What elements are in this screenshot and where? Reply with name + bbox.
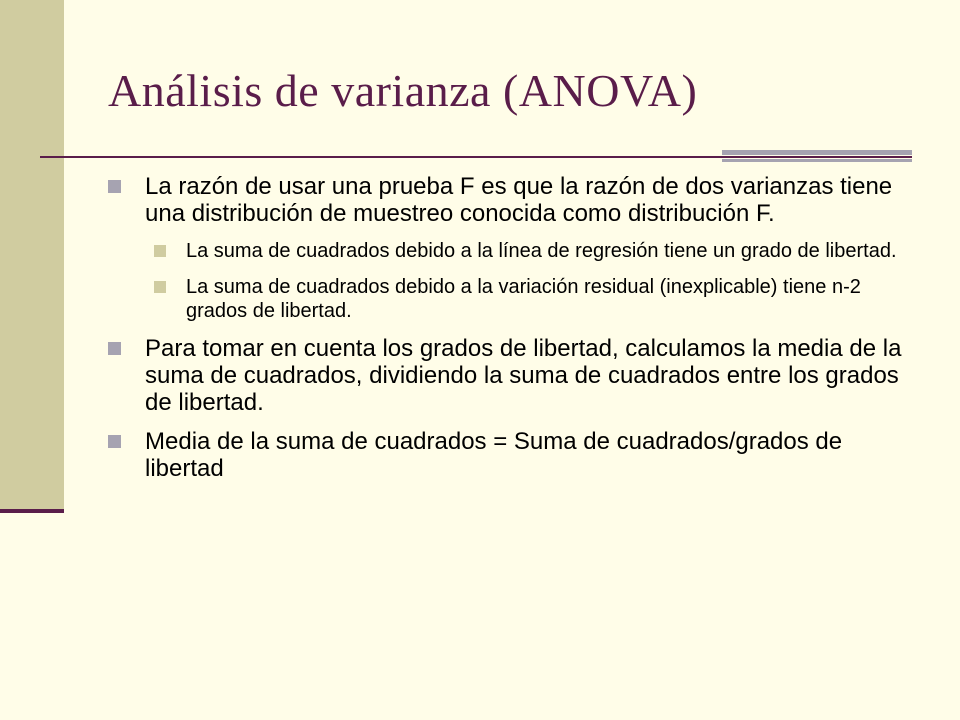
sub-bullet-text: La suma de cuadrados debido a la línea de regresión tiene un grado de libertad.: [186, 240, 897, 262]
square-bullet-icon: [154, 245, 166, 257]
bullet-item: [108, 428, 908, 482]
slide-title: Análisis de varianza (ANOVA): [108, 65, 698, 116]
square-bullet-icon: [108, 435, 121, 448]
square-bullet-icon: [108, 342, 121, 355]
left-decorative-band: [0, 0, 64, 510]
square-bullet-icon: [108, 180, 121, 193]
bullet-list: [108, 173, 908, 494]
left-band-rule: [0, 509, 64, 513]
sub-bullet-item: [154, 239, 908, 263]
title-accent-bar: [722, 150, 912, 155]
sub-bullet-text: La suma de cuadrados debido a la variación residual (inexplicable) tiene n-2 grados de libertad.: [186, 276, 861, 322]
bullet-item: [108, 335, 908, 416]
square-bullet-icon: [154, 281, 166, 293]
bullet-text: Para tomar en cuenta los grados de libertad, calculamos la media de la suma de cuadrados, dividiendo la suma de cuadrados entre los grados de libertad.: [145, 335, 902, 416]
sub-bullet-item: [154, 275, 908, 323]
bullet-item: [108, 173, 908, 227]
bullet-text: La razón de usar una prueba F es que la razón de dos varianzas tiene una distribución de muestreo conocida como distribución F.: [145, 173, 893, 227]
title-underline: [40, 156, 912, 158]
title-accent-bar-thin: [722, 159, 912, 162]
bullet-text: Media de la suma de cuadrados = Suma de cuadrados/grados de libertad: [145, 428, 843, 482]
